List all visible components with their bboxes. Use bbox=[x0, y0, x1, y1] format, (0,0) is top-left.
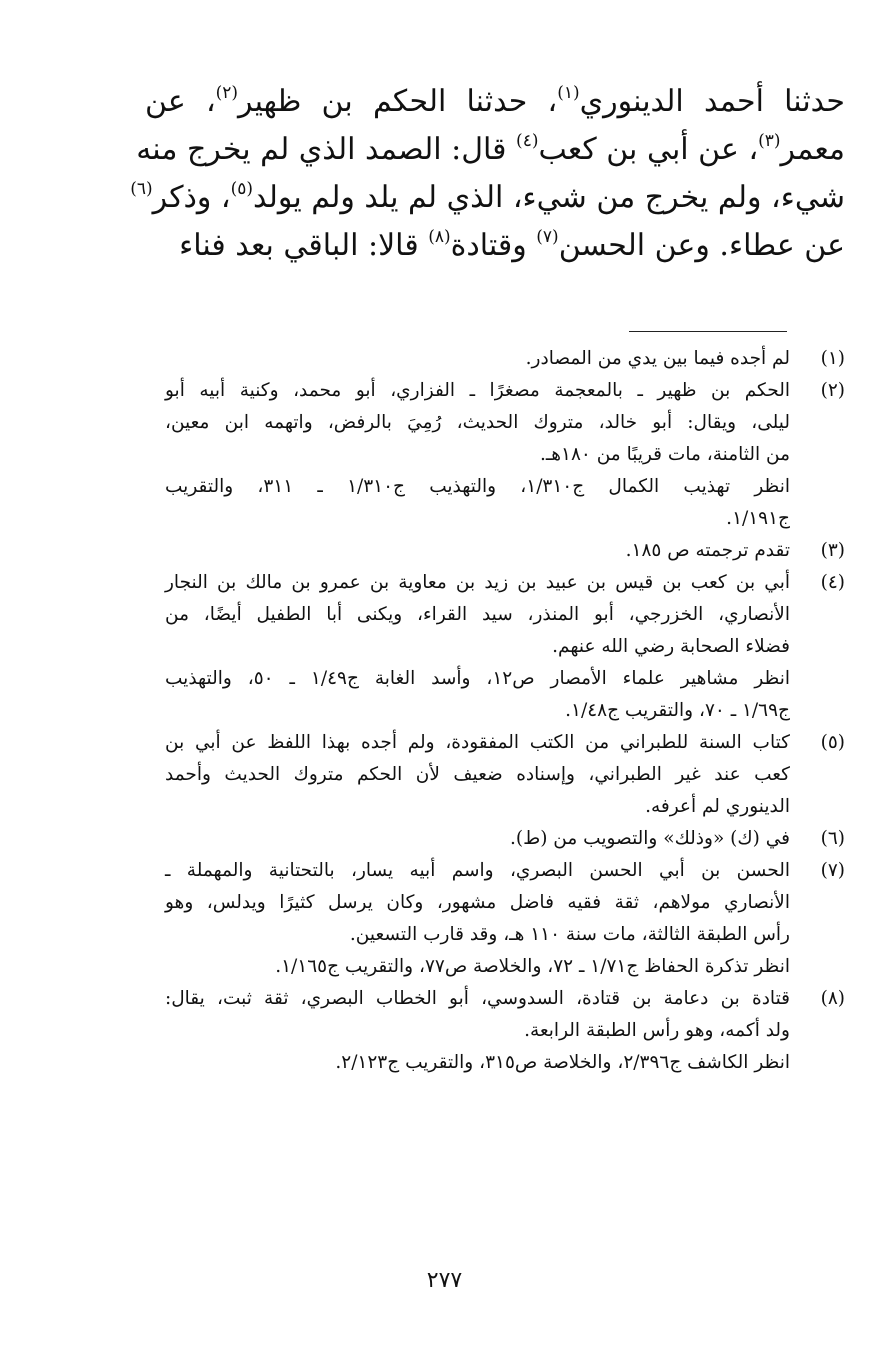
footnote-line: انظر تهذيب الكمال ج١/٣١٠، والتهذيب ج١/٣١٠ ـ ٣١١، والتقريب bbox=[165, 476, 790, 497]
footnote-line: كتاب السنة للطبراني من الكتب المفقودة، ولم أجده بهذا اللفظ عن أبي بن bbox=[165, 732, 790, 753]
footnote-marker[interactable]: (٢) bbox=[215, 83, 239, 103]
footnote-line: ج١/١٩١. bbox=[726, 508, 790, 529]
main-text-block bbox=[130, 78, 845, 270]
main-text-segment: معمر bbox=[780, 132, 845, 167]
footnote-line: أبي بن كعب بن قيس بن عبيد بن زيد بن معاوية بن عمرو بن مالك بن النجار bbox=[165, 572, 790, 593]
footnote-line: كعب عند غير الطبراني، وإسناده ضعيف لأن الحكم متروك الحديث وأحمد bbox=[165, 764, 790, 785]
footnote-line: الحكم بن ظهير ـ بالمعجمة مصغرًا ـ الفزاري، أبو محمد، وكنية أبيه أبو bbox=[165, 380, 790, 401]
main-text-segment: حدثنا أحمد الدينوري bbox=[579, 84, 845, 119]
footnote bbox=[165, 983, 845, 1079]
footnote-line: قتادة بن دعامة بن قتادة، السدوسي، أبو الخطاب البصري، ثقة ثبت، يقال: bbox=[165, 988, 790, 1009]
main-text-segment: وقتادة bbox=[450, 228, 537, 263]
footnote-line: الدينوري لم أعرفه. bbox=[645, 796, 790, 817]
footnote-line: انظر الكاشف ج٢/٣٩٦، والخلاصة ص٣١٥، والتقريب ج٢/١٢٣. bbox=[335, 1052, 790, 1073]
footnote-marker[interactable]: (٦) bbox=[130, 179, 153, 199]
footnote-marker[interactable]: (٨) bbox=[428, 227, 451, 247]
main-text-segment: عن عطاء. وعن الحسن bbox=[558, 228, 845, 263]
footnote bbox=[165, 855, 845, 983]
footnote-line: انظر تذكرة الحفاظ ج١/٧١ ـ ٧٢، والخلاصة ص٧٧، والتقريب ج١/١٦٥. bbox=[275, 956, 790, 977]
footnote-marker[interactable]: (٥) bbox=[230, 179, 253, 199]
footnote bbox=[165, 823, 845, 855]
footnote-line: انظر مشاهير علماء الأمصار ص١٢، وأسد الغابة ج١/٤٩ ـ ٥٠، والتهذيب bbox=[165, 668, 790, 689]
footnote-marker[interactable]: (٧) bbox=[536, 227, 559, 247]
footnote-number: (٥) bbox=[820, 732, 845, 753]
footnote-line: ولد أكمه، وهو رأس الطبقة الرابعة. bbox=[524, 1020, 790, 1041]
footnote bbox=[165, 375, 845, 535]
footnote-line: في (ك) «وذلك» والتصويب من (ط). bbox=[509, 828, 790, 849]
footnote-number: (٧) bbox=[820, 860, 845, 881]
footnote bbox=[165, 535, 845, 567]
footnote-line: تقدم ترجمته ص ١٨٥. bbox=[625, 540, 790, 561]
footnote bbox=[165, 567, 845, 727]
footnote-marker[interactable]: (١) bbox=[557, 83, 580, 103]
footnote-line: الأنصاري مولاهم، ثقة فقيه فاضل مشهور، وكان يرسل كثيرًا ويدلس، وهو bbox=[165, 892, 790, 913]
footnote-number: (١) bbox=[820, 348, 845, 369]
main-text-line bbox=[130, 174, 845, 222]
footnote-number: (٦) bbox=[820, 828, 845, 849]
main-text-line bbox=[136, 126, 845, 174]
footnote-line: فضلاء الصحابة رضي الله عنهم. bbox=[552, 636, 790, 657]
footnote-line: الأنصاري، الخزرجي، أبو المنذر، سيد القراء، ويكنى أبا الطفيل أيضًا، من bbox=[165, 604, 790, 625]
footnote-line: رأس الطبقة الثالثة، مات سنة ١١٠ هـ، وقد قارب التسعين. bbox=[349, 924, 790, 945]
footnote-separator bbox=[629, 331, 787, 332]
footnote-number: (٨) bbox=[820, 988, 845, 1009]
page-number: ٢٧٧ bbox=[426, 1268, 463, 1293]
main-text-segment: قال: الصمد الذي لم يخرج منه bbox=[136, 132, 517, 167]
main-text-line bbox=[145, 78, 845, 126]
footnote-number: (٤) bbox=[820, 572, 845, 593]
footnote-marker[interactable]: (٤) bbox=[516, 131, 539, 151]
main-text-segment: ، حدثنا الحكم بن ظهير bbox=[238, 84, 558, 119]
footnote-marker[interactable]: (٣) bbox=[758, 131, 781, 151]
main-text-line bbox=[145, 222, 845, 270]
footnote bbox=[165, 727, 845, 823]
footnote-line: ج١/٦٩ ـ ٧٠، والتقريب ج١/٤٨. bbox=[565, 700, 790, 721]
footnotes-block bbox=[165, 343, 845, 1079]
footnote-number: (٢) bbox=[820, 380, 845, 401]
footnote-line: من الثامنة، مات قريبًا من ١٨٠هـ. bbox=[539, 444, 790, 465]
footnote-line: ليلى، ويقال: أبو خالد، متروك الحديث، رُمِيَ بالرفض، واتهمه ابن معين، bbox=[165, 412, 790, 433]
footnote-line: لم أجده فيما بين يدي من المصادر. bbox=[525, 348, 790, 369]
main-text-segment: ، وذكر bbox=[152, 180, 231, 215]
main-text-segment: شيء، ولم يخرج من شيء، الذي لم يلد ولم يولد bbox=[253, 180, 845, 215]
main-text-segment: ، عن bbox=[145, 84, 216, 119]
main-text-segment: قالا: الباقي بعد فناء bbox=[179, 228, 429, 263]
main-text-segment: ، عن أبي بن كعب bbox=[538, 132, 759, 167]
footnote-line: الحسن بن أبي الحسن البصري، واسم أبيه يسار، بالتحتانية والمهملة ـ bbox=[165, 860, 790, 881]
footnote bbox=[165, 343, 845, 375]
footnote-number: (٣) bbox=[820, 540, 845, 561]
